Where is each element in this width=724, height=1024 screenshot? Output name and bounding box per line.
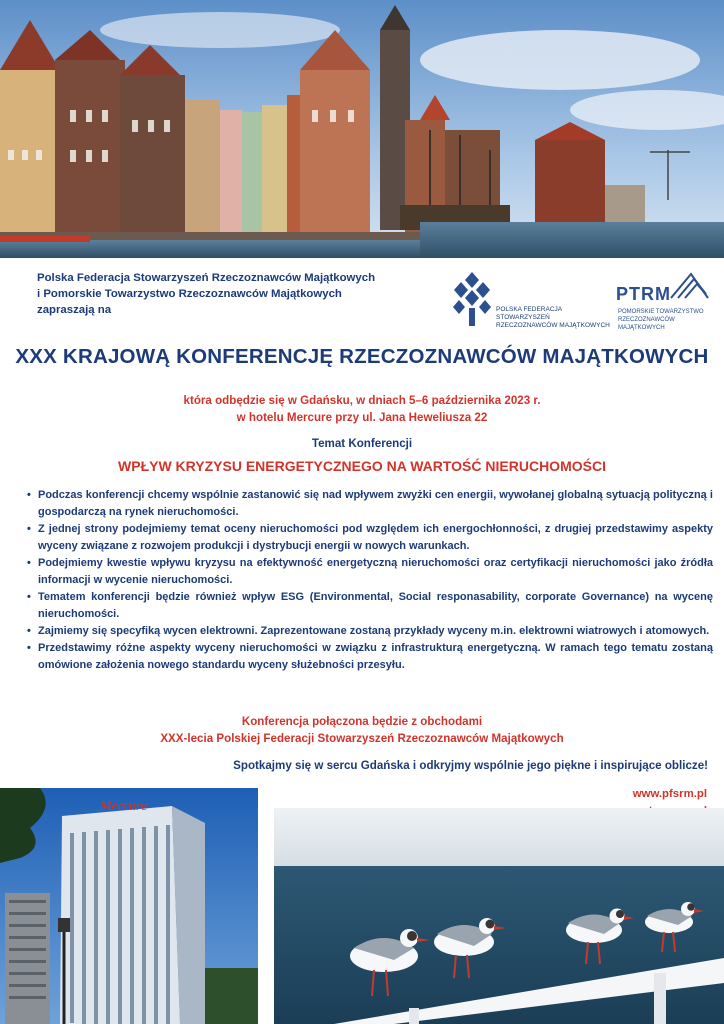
ptrm-logo-line-1: POMORSKIE TOWARZYSTWO — [618, 309, 704, 315]
list-item: • Tematem konferencji będzie również wpływ ESG (Environmental, Social responasability, corporate Governance) na wycenę nieruchomości. — [27, 589, 713, 623]
pfsrm-logo-line-1: POLSKA FEDERACJA STOWARZYSZEŃ — [496, 306, 562, 321]
ptrm-logo — [616, 270, 716, 330]
pfsrm-logo-text — [496, 306, 611, 330]
ptrm-logo-name: PTRM — [616, 284, 671, 304]
pfsrm-logo — [449, 270, 609, 330]
theme-title: WPŁYW KRYZYSU ENERGETYCZNEGO NA WARTOŚĆ NIERUCHOMOŚCI — [118, 458, 606, 474]
anniversary-line-2: XXX-lecia Polskiej Federacji Stowarzyszeń Rzeczoznawców Majątkowych — [160, 732, 564, 745]
pfsrm-emblem-icon — [449, 270, 495, 328]
list-item: • Podejmiemy kwestie wpływu kryzysu na efektywność energetyczną nieruchomości oraz certyfikacji nieruchomości jako źródła informacji w wycenie nieruchomości. — [27, 555, 713, 589]
anniversary-line-1: Konferencja połączona będzie z obchodami — [241, 715, 483, 728]
website-link-pfsrm[interactable]: www.pfsrm.pl — [632, 788, 707, 800]
conference-title: XXX KRAJOWĄ KONFERENCJĘ RZECZOZNAWCÓW MAJĄTKOWYCH — [15, 345, 709, 368]
invite-line: zapraszają na — [37, 304, 112, 316]
event-venue-line: w hotelu Mercure przy ul. Jana Heweliusza 22 — [236, 411, 488, 424]
ptrm-logo-line-2: RZECZOZNAWCÓW MAJĄTKOWYCH — [618, 317, 675, 331]
closing-invitation: Spotkajmy się w sercu Gdańska i odkryjmy wspólnie jego piękne i inspirujące oblicze! — [233, 759, 708, 772]
list-item: • Podczas konferencji chcemy wspólnie zastanowić się nad wpływem zwyżki cen energii, wywołanej globalną sytuacją polityczną i gospodarczą na rynek nieruchomości. — [27, 487, 713, 521]
hotel-mercure-photo — [0, 788, 258, 1024]
organisers-block — [37, 270, 457, 318]
topic-list — [27, 487, 713, 674]
event-date-line: która odbędzie się w Gdańsku, w dniach 5–6 października 2023 r. — [183, 394, 541, 407]
hotel-sign: Mercure — [100, 799, 148, 814]
hero-photo-gdansk — [0, 0, 724, 258]
ptrm-logo-text — [618, 308, 718, 332]
organiser-line-2: i Pomorskie Towarzystwo Rzeczoznawców Majątkowych — [37, 288, 342, 300]
list-item: • Przedstawimy różne aspekty wyceny nieruchomości w związku z infrastrukturą energetyczną. W ramach tego tematu zostaną omówione założenia nowego standardu wyceny służebności przesyłu. — [27, 640, 713, 674]
seagulls-photo — [274, 808, 724, 1024]
event-details — [0, 392, 724, 426]
pfsrm-logo-line-2: RZECZOZNAWCÓW MAJĄTKOWYCH — [496, 322, 610, 329]
list-item: • Z jednej strony podejmiemy temat oceny nieruchomości pod względem ich energochłonności, z drugiej przedstawimy aspekty wyceny związane z rozwojem produkcji i dystrybucji energii w nowych warunkach. — [27, 521, 713, 555]
theme-label: Temat Konferencji — [311, 437, 413, 450]
anniversary-note — [0, 713, 724, 747]
list-item: • Zajmiemy się specyfiką wycen elektrowni. Zaprezentowane zostaną przykłady wyceny m.in. elektrowni wiatrowych i atomowych. — [27, 623, 713, 640]
organiser-line-1: Polska Federacja Stowarzyszeń Rzeczoznawców Majątkowych — [37, 272, 376, 284]
